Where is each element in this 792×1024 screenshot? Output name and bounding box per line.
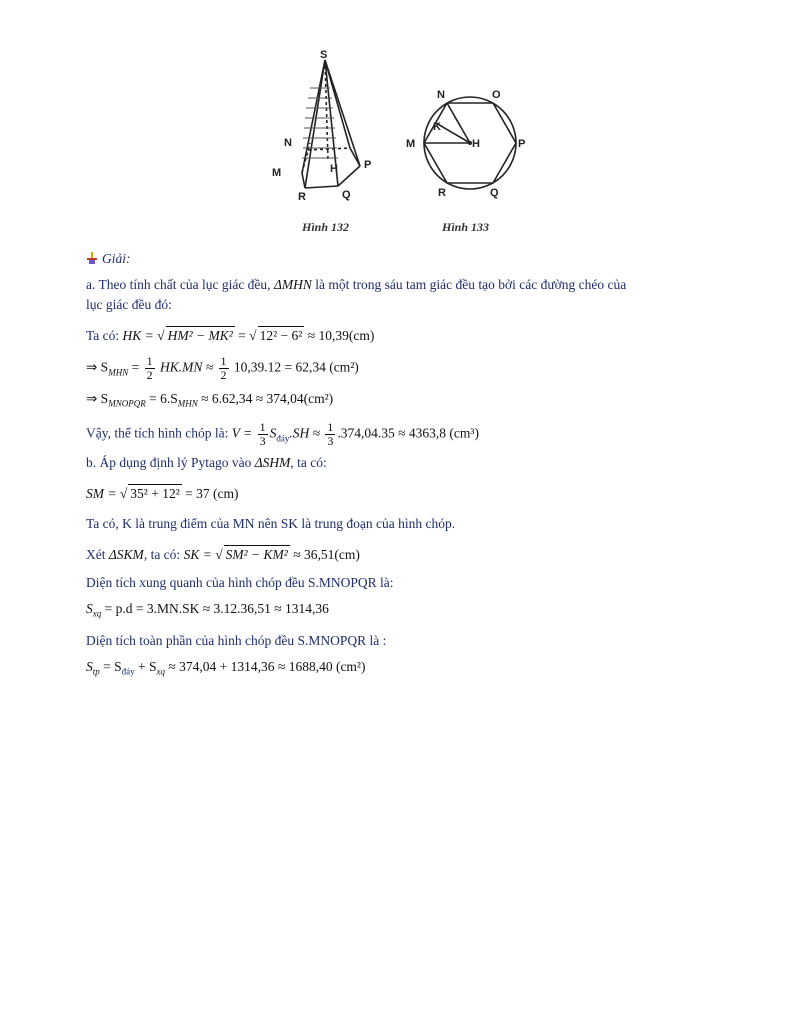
triangle-skm: ΔSKM xyxy=(108,546,144,562)
label-q2: Q xyxy=(490,187,499,199)
label-n2: N xyxy=(437,89,445,101)
fraction-half: $\frac{1}{2}$ xyxy=(146,354,153,382)
volume-formula: Vậy, thể tích hình chóp là: V = $\frac{1}{3}$ $S_{đáy}.SH$ ≈ $\frac{1}{3}$ .374,04.35 ≈ 4363,8 (cm³) xyxy=(86,419,479,448)
lateral-area-label: Diện tích xung quanh của hình chóp đều S.MNOPQR là: xyxy=(86,574,394,590)
sk-formula: Xét ΔSKM, ta có: SK = √ SM² − KM² ≈ 36,51(cm) xyxy=(86,546,360,562)
label-h: H xyxy=(330,163,338,175)
heading-text: Giải: xyxy=(102,251,131,266)
triangle-shm: ΔSHM xyxy=(254,454,291,470)
label-o2: O xyxy=(492,89,501,101)
label-s: S xyxy=(320,49,328,61)
s-mhn-formula: ⇒ $S_{MHN}$ = $\frac{1}{2}$ HK.MN ≈ $\frac{1}{2}$ 10,39.12 = 62,34 (cm²) xyxy=(86,354,359,382)
total-area-formula: $S_{tp} = S_{đáy} + S_{xq} \approx 374,04 + 1314,36 \approx 1688,40$ (cm²) xyxy=(86,659,366,678)
total-area-label: Diện tích toàn phần của hình chóp đều S.MNOPQR là : xyxy=(86,633,387,649)
pyramid-and-hexagon-figures xyxy=(250,48,540,244)
label-p: P xyxy=(364,159,372,171)
label-n: N xyxy=(284,137,292,149)
hk-formula: Ta có: HK = √ HM² − MK² = √ 12² − 6² ≈ 10,39(cm) xyxy=(86,328,375,343)
label-m2: M xyxy=(406,138,416,150)
fraction-third-2: $\frac{1}{3}$ xyxy=(327,419,334,448)
pyramid-hatching xyxy=(302,88,338,158)
pyramid-labels xyxy=(272,49,371,203)
label-r: R xyxy=(298,191,306,203)
triangle-mhn: ΔMHN xyxy=(273,277,312,292)
k-midpoint-note: Ta có, K là trung điểm của MN nên SK là trung đoạn của hình chóp. xyxy=(86,515,456,531)
solution-body xyxy=(86,250,726,681)
figure-133-caption: Hình 133 xyxy=(442,220,490,234)
figure-area xyxy=(250,48,540,244)
part-b-intro: b. Áp dụng định lý Pytago vào ΔSHM, ta có: xyxy=(86,454,327,470)
fraction-third: $\frac{1}{3}$ xyxy=(259,419,266,448)
fraction-half-2: $\frac{1}{2}$ xyxy=(220,354,227,382)
part-a-cont: lục giác đều đó: xyxy=(86,297,172,312)
label-r2: R xyxy=(438,187,446,199)
figure-132-caption: Hình 132 xyxy=(302,220,350,234)
s-base-formula: ⇒ $S_{MNOPQR} = 6.S_{MHN} \approx 6.62,34 \approx 374,04(cm^2)$ xyxy=(86,391,334,409)
pencil-bullet-icon xyxy=(86,251,98,263)
label-m: M xyxy=(272,167,282,179)
label-p2: P xyxy=(518,138,526,150)
label-q: Q xyxy=(342,189,351,201)
solution-heading xyxy=(86,250,726,270)
label-k2: K xyxy=(433,121,441,133)
sm-formula: SM = √ 35² + 12² = 37 (cm) xyxy=(86,485,239,501)
part-a-intro: a. Theo tính chất của lục giác đều, ΔMHN là một trong sáu tam giác đều tạo bởi các đường chéo của xyxy=(86,277,627,292)
label-h2: H xyxy=(472,138,480,150)
lateral-area-formula: $S_{xq} = p.d = 3.MN.SK \approx 3.12.36,51 \approx 1314,36$ xyxy=(86,600,329,619)
